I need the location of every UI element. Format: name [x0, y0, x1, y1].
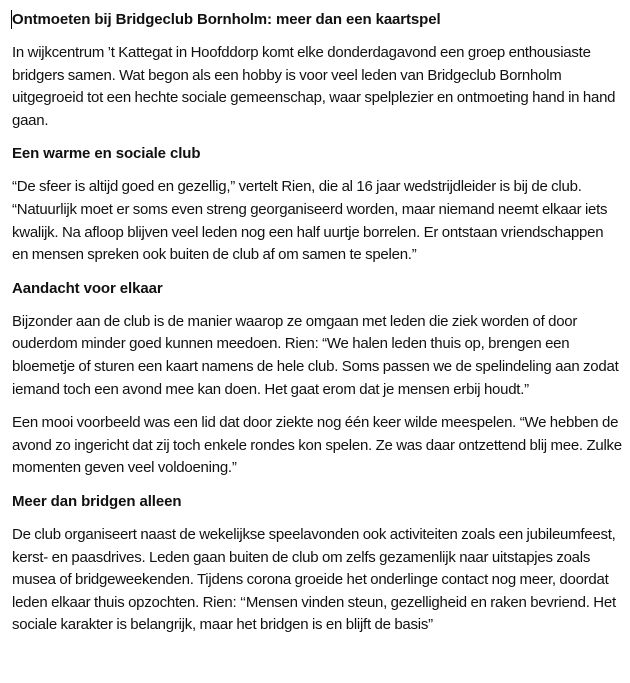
- paragraph: “De sfeer is altijd goed en gezellig,” vertelt Rien, die al 16 jaar wedstrijdleider is bij de club. “Natuurlijk moet er soms even streng georganiseerd worden, maar niemand neemt elkaar iets kwalijk. Na afloop blijven veel leden nog een half uurtje borrelen. Er ontstaan vriendschappen en mensen spreken ook buiten de club af om samen te spelen.”: [12, 178, 608, 264]
- paragraph: Een mooi voorbeeld was een lid dat door ziekte nog één keer wilde meespelen. “We hebben de avond zo ingericht dat zij toch enkele rondes kon spelen. Ze was daar ontzettend blij mee. Zulke momenten geven veel voldoening.”: [12, 414, 622, 477]
- text-cursor: [11, 10, 12, 29]
- paragraph: De club organiseert naast de wekelijkse speelavonden ook activiteiten zoals een jubileumfeest, kerst- en paasdrives. Leden gaan buiten de club om zelfs gezamenlijk naar uitstapjes zoals musea of bridgeweekenden. Tijdens corona groeide het onderlinge contact nog meer, doordat leden elkaar thuis opzochten. Rien: ‘‘Mensen vinden steun, gezelligheid en raken bevriend. Het sociale karakter is belangrijk, maar het bridgen is en blijft de basis”: [12, 525, 616, 634]
- section-heading-aandacht: Aandacht voor elkaar: [12, 279, 163, 297]
- document-title: Ontmoeten bij Bridgeclub Bornholm: meer dan een kaartspel: [12, 11, 441, 28]
- section-heading-meer-dan-bridgen: Meer dan bridgen alleen: [12, 492, 182, 510]
- intro-paragraph: In wijkcentrum ’t Kattegat in Hoofddorp komt elke donderdagavond een groep enthousiaste bridgers samen. Wat begon als een hobby is voor veel leden van Bridgeclub Bornholm uitgegroeid tot een hechte sociale gemeenschap, waar spelplezier en ontmoeting hand in hand gaan.: [12, 44, 616, 129]
- paragraph: Bijzonder aan de club is de manier waarop ze omgaan met leden die ziek worden of door ouderdom minder goed kunnen meedoen. Rien: “We halen leden thuis op, brengen een bloemetje of sturen een kaart namens de hele club. Soms passen we de spelindeling aan zodat iemand toch een avond mee kan doen. Het gaat erom dat je mensen erbij houdt.”: [12, 312, 619, 398]
- section-heading-warme-club: Een warme en sociale club: [12, 145, 201, 163]
